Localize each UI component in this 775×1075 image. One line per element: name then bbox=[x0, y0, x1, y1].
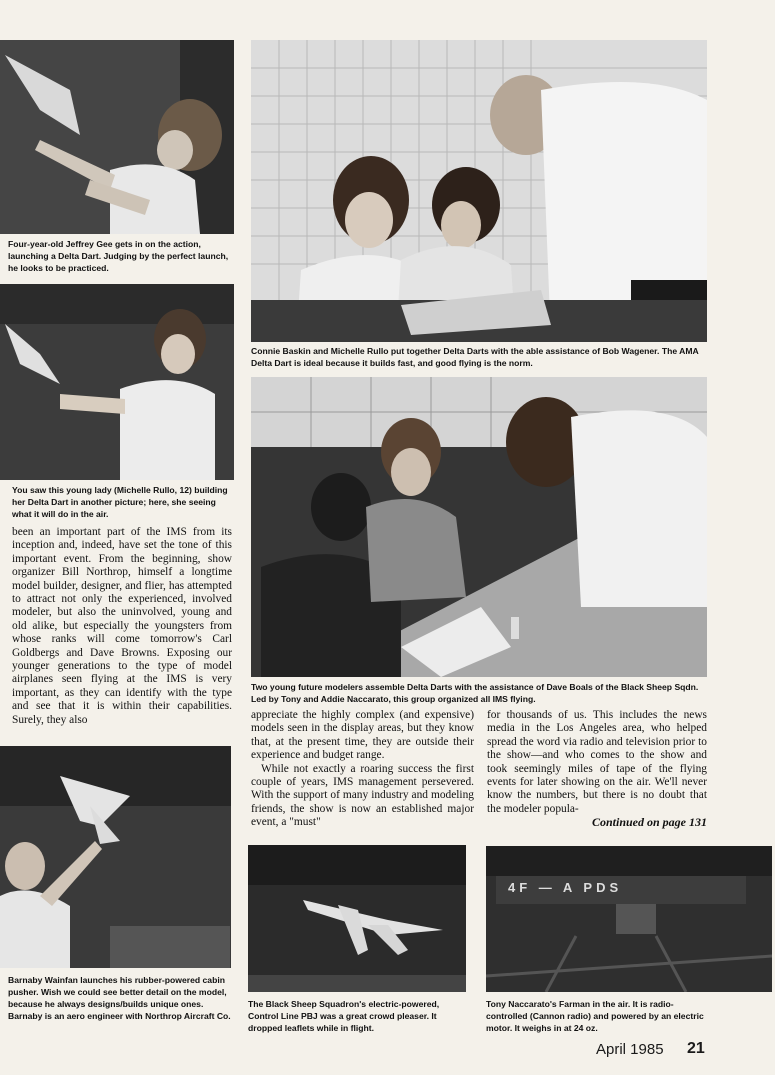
body-column-2-para-2: While not exactly a roaring success the first couple of years, IMS management persevered. With the support of many industry and modeling friends, the show is now an established major event, a "must" bbox=[251, 762, 474, 829]
body-column-2-para-1: appreciate the highly complex (and expensive) models seen in the display areas, but they know that, at the present time, they are outside their experience and budget range. bbox=[251, 709, 474, 762]
photo-farman bbox=[486, 846, 772, 992]
footer-date: April 1985 bbox=[596, 1041, 664, 1058]
photo-michelle-launch bbox=[0, 284, 234, 480]
body-column-3 bbox=[487, 709, 707, 830]
caption-connie-michelle: Connie Baskin and Michelle Rullo put together Delta Darts with the able assistance of Bob Wagener. The AMA Delta Dart is ideal because it builds fast, and good flying is the norm. bbox=[251, 346, 699, 368]
caption-black-sheep-pbj: The Black Sheep Squadron's electric-powered, Control Line PBJ was a great crowd pleaser. It dropped leaflets while in flight. bbox=[248, 999, 440, 1033]
caption-barnaby-wainfan: Barnaby Wainfan launches his rubber-powered cabin pusher. Wish we could see better detail on the model, because he always designs/builds unique ones. Barnaby is an aero engineer with Northrop Aircraft Co. bbox=[8, 975, 231, 1021]
caption-michelle-launch: You saw this young lady (Michelle Rullo, 12) building her Delta Dart in another picture; here, she seeing what it will do in the air. bbox=[12, 485, 228, 519]
continued-on-page: Continued on page 131 bbox=[591, 815, 707, 830]
farman-wing-marking: 4F — A PDS bbox=[508, 880, 623, 895]
caption-farman: Tony Naccarato's Farman in the air. It is radio-controlled (Cannon radio) and powered by an electric motor. It weighs in at 24 oz. bbox=[486, 999, 704, 1033]
photo-connie-michelle bbox=[251, 40, 707, 342]
caption-jeffrey-gee: Four-year-old Jeffrey Gee gets in on the action, launching a Delta Dart. Judging by the perfect launch, he looks to be practiced. bbox=[8, 239, 229, 273]
photo-jeffrey-gee bbox=[0, 40, 234, 234]
body-column-3-text: for thousands of us. This includes the news media in the Los Angeles area, who helped spread the word via radio and television prior to the show—and who comes to the show and took seemingly miles of tape of the flying events for later showing on the air. We'll never know the numbers, but there is no doubt that the modeler popula- bbox=[487, 709, 707, 815]
photo-barnaby-wainfan bbox=[0, 746, 231, 968]
page-number: 21 bbox=[687, 1040, 705, 1057]
body-column-2 bbox=[251, 709, 474, 830]
caption-two-young-modelers: Two young future modelers assemble Delta Darts with the assistance of Dave Boals of the Black Sheep Sqdn. Led by Tony and Addie Naccarato, this group organized all IMS flying. bbox=[251, 682, 699, 704]
body-column-1-text: been an important part of the IMS from its inception and, indeed, have set the tone of this important event. From the beginning, show organizer Bill Northrop, himself a longtime model builder, designer, and flier, has attempted to attract not only the experienced, involved modeler, but also the uninvolved, young and old alike, but especially the youngsters from whose ranks will come tomorrow's Carl Goldbergs and Dave Browns. Exposing our younger generations to the type of model airplanes seen flying at the IMS is very important, as they can identify with the type and see that it is within their capabilities. Surely, they also bbox=[12, 526, 232, 726]
photo-black-sheep-pbj bbox=[248, 845, 466, 992]
body-column-1 bbox=[12, 526, 232, 727]
photo-two-young-modelers bbox=[251, 377, 707, 677]
